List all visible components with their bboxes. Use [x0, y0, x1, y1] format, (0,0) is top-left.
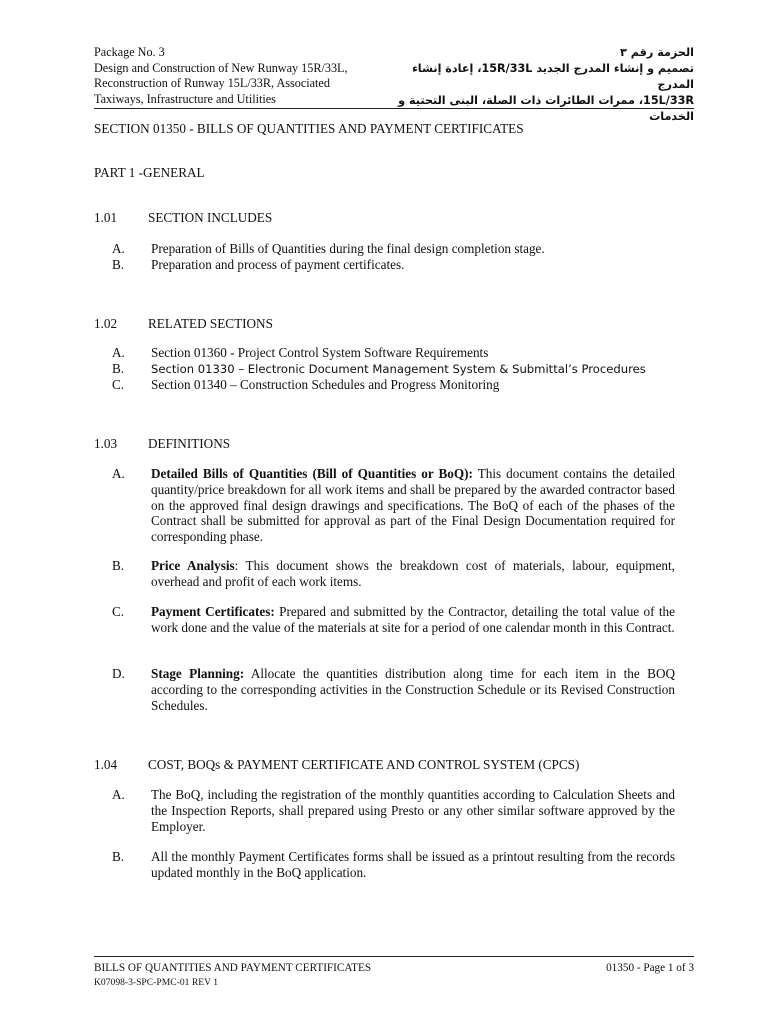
- header-english: [94, 45, 394, 107]
- item-letter: B.: [112, 558, 125, 573]
- item-letter: A.: [112, 466, 125, 481]
- project-title-line-3: Taxiways, Infrastructure and Utilities: [94, 91, 276, 106]
- item-letter: A.: [112, 787, 125, 802]
- item-letter: B.: [112, 361, 125, 376]
- definition-paragraph: [151, 558, 675, 590]
- project-title-line-2: Reconstruction of Runway 15L/33R, Associated: [94, 76, 330, 90]
- project-title-arabic-2: 15L/33R، ممرات الطائرات ذات الصلة، البنى التحتية و الخدمات: [398, 94, 694, 123]
- list-item: Section 01360 - Project Control System Software Requirements: [151, 345, 489, 360]
- item-letter: C.: [112, 377, 125, 392]
- definition-paragraph: [151, 466, 675, 545]
- page-number: 01350 - Page 1 of 3: [606, 962, 694, 974]
- section-number: 1.03: [94, 436, 118, 451]
- package-number-arabic: الحزمة رقم ٣: [620, 46, 694, 59]
- section-heading: COST, BOQs & PAYMENT CERTIFICATE AND CONTROL SYSTEM (CPCS): [148, 757, 580, 772]
- list-item: Section 01340 – Construction Schedules and Progress Monitoring: [151, 377, 500, 392]
- definition-text: : This document shows the breakdown cost of materials, labour, equipment, overhead and profit of each work items.: [151, 558, 675, 589]
- item-letter: B.: [112, 849, 125, 864]
- footer-divider: [94, 956, 694, 957]
- section-heading: SECTION INCLUDES: [148, 210, 273, 225]
- project-title-arabic-1: تصميم و إنشاء المدرج الجديد 15R/33L، إعادة إنشاء المدرج: [412, 62, 694, 91]
- section-number: 1.04: [94, 757, 118, 772]
- item-letter: B.: [112, 257, 125, 272]
- section-number: 1.02: [94, 316, 118, 331]
- project-title-line-1: Design and Construction of New Runway 15R/33L,: [94, 60, 348, 75]
- section-title: SECTION 01350 - BILLS OF QUANTITIES AND PAYMENT CERTIFICATES: [94, 121, 524, 136]
- definition-term: Detailed Bills of Quantities (Bill of Quantities or BoQ):: [151, 466, 473, 481]
- header-divider: [94, 108, 694, 109]
- definition-paragraph: [151, 604, 675, 636]
- section-heading: RELATED SECTIONS: [148, 316, 273, 331]
- definition-text: This document contains the detailed quantity/price breakdown for all work items and shall be prepared by the awarded contractor based on the approved final design drawings and specifications. The BoQ of each of the phases of the Contract shall be submitted for approval as part of the Final Design Documentation required for corresponding phase.: [151, 466, 675, 545]
- item-letter: A.: [112, 241, 125, 256]
- definition-term: Price Analysis: [151, 558, 235, 573]
- definition-text: Allocate the quantities distribution along time for each item in the BOQ according to the corresponding activities in the Construction Schedule or its Revised Construction Schedules.: [151, 666, 676, 713]
- list-item: Section 01330 – Electronic Document Management System & Submittal’s Procedures: [151, 362, 646, 376]
- document-code: K07098-3-SPC-PMC-01 REV 1: [94, 977, 219, 988]
- definition-text: Prepared and submitted by the Contractor, detailing the total value of the work done and the value of the materials at site for a period of one calendar month in this Contract.: [151, 604, 675, 635]
- section-number: 1.01: [94, 210, 118, 225]
- list-item: Preparation and process of payment certificates.: [151, 257, 405, 272]
- paragraph: The BoQ, including the registration of the monthly quantities according to Calculation Sheets and the Inspection Reports, shall prepared using Presto or any other similar software approved by the Employer.: [151, 787, 675, 834]
- definition-paragraph: [151, 666, 675, 713]
- list-item: Preparation of Bills of Quantities during the final design completion stage.: [151, 241, 545, 256]
- item-letter: A.: [112, 345, 125, 360]
- part-title: PART 1 -GENERAL: [94, 165, 205, 180]
- definition-term: Stage Planning:: [151, 666, 245, 681]
- section-heading: DEFINITIONS: [148, 436, 231, 451]
- package-number: Package No. 3: [94, 45, 165, 59]
- footer-title: BILLS OF QUANTITIES AND PAYMENT CERTIFICATES: [94, 962, 372, 974]
- paragraph: All the monthly Payment Certificates forms shall be issued as a printout resulting from the records updated monthly in the BoQ application.: [151, 849, 675, 880]
- item-letter: D.: [112, 666, 125, 681]
- item-letter: C.: [112, 604, 125, 619]
- definition-term: Payment Certificates:: [151, 604, 275, 619]
- header-arabic: [374, 45, 694, 125]
